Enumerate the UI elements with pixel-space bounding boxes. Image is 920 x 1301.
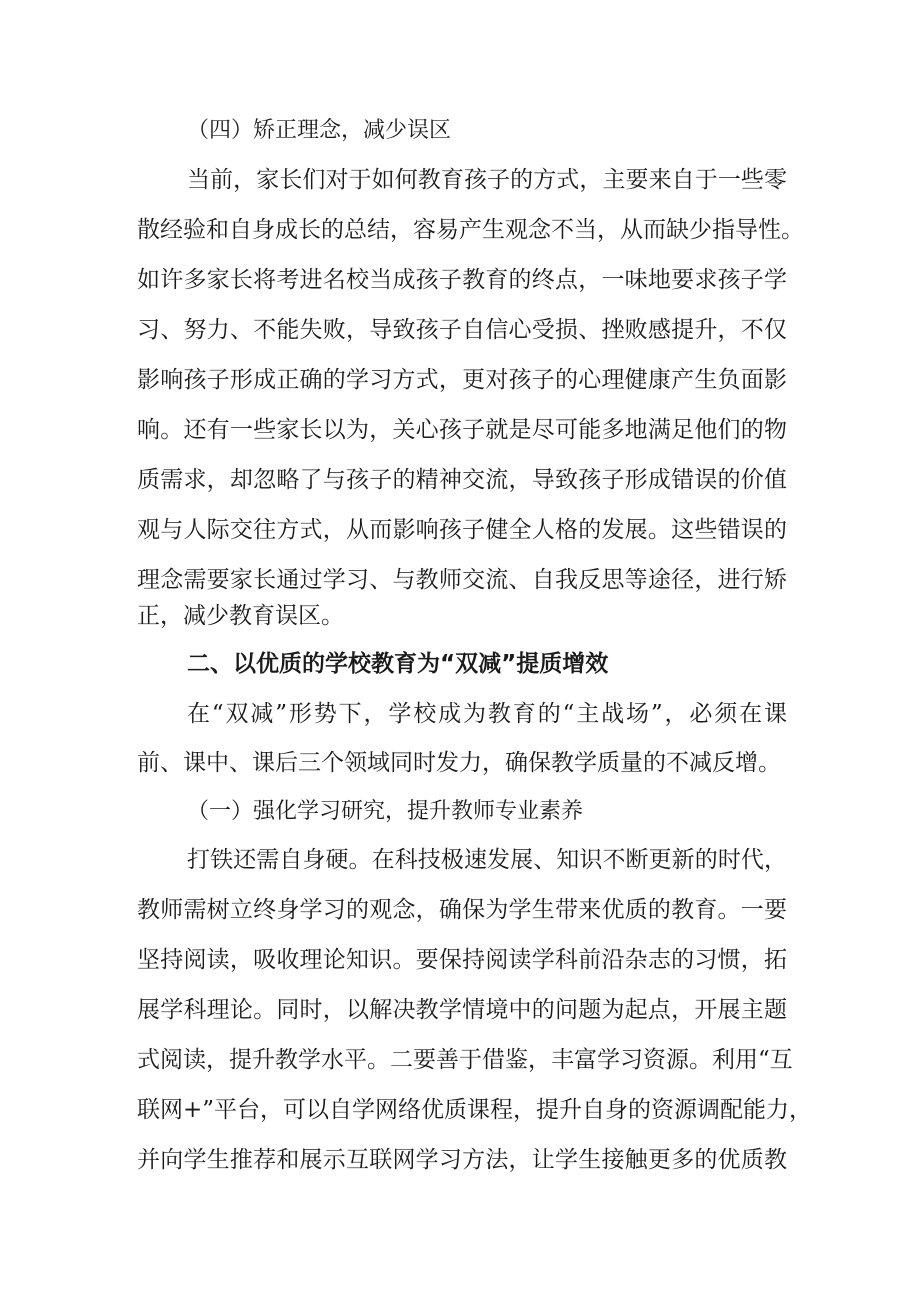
paragraph-line: 在“双减”形势下，学校成为教育的“主战场”，必须在课	[187, 701, 787, 727]
paragraph-line: 展学科理论。同时，以解决教学情境中的问题为起点，开展主题	[137, 997, 787, 1023]
paragraph-line: 理念需要家长通过学习、与教师交流、自我反思等途径，进行矫	[137, 567, 787, 593]
section-2-heading: 二、以优质的学校教育为“双减”提质增效	[187, 651, 609, 677]
paragraph-line: 如许多家长将考进名校当成孩子教育的终点，一味地要求孩子学	[137, 267, 787, 293]
paragraph-line: 习、努力、不能失败，导致孩子自信心受损、挫败感提升，不仅	[137, 317, 787, 343]
paragraph-line: 响。还有一些家长以为，关心孩子就是尽可能多地满足他们的物	[137, 417, 787, 443]
paragraph-line: 观与人际交往方式，从而影响孩子健全人格的发展。这些错误的	[137, 517, 787, 543]
paragraph-line: 坚持阅读，吸收理论知识。要保持阅读学科前沿杂志的习惯，拓	[137, 947, 787, 973]
paragraph-line: 并向学生推荐和展示互联网学习方法，让学生接触更多的优质教	[137, 1147, 787, 1173]
paragraph-line: 前、课中、课后三个领域同时发力，确保教学质量的不减反增。	[137, 750, 781, 776]
paragraph-line: 当前，家长们对于如何教育孩子的方式，主要来自于一些零	[187, 167, 787, 193]
paragraph-line: 教师需树立终身学习的观念，确保为学生带来优质的教育。一要	[137, 897, 787, 923]
section-4-heading: （四）矫正理念，减少误区	[187, 118, 452, 143]
subsection-1-heading: （一）强化学习研究，提升教师专业素养	[187, 799, 584, 824]
paragraph-line: 式阅读，提升教学水平。二要善于借鉴，丰富学习资源。利用“互	[137, 1047, 793, 1073]
paragraph-line: 散经验和自身成长的总结，容易产生观念不当，从而缺少指导性。	[137, 217, 804, 243]
paragraph-line: 正，减少教育误区。	[137, 603, 344, 629]
paragraph-line: 打铁还需自身硬。在科技极速发展、知识不断更新的时代，	[187, 847, 787, 873]
paragraph-line: 影响孩子形成正确的学习方式，更对孩子的心理健康产生负面影	[137, 367, 787, 393]
paragraph-line: 质需求，却忽略了与孩子的精神交流，导致孩子形成错误的价值	[137, 467, 787, 493]
paragraph-line: 联网+”平台，可以自学网络优质课程，提升自身的资源调配能力，	[137, 1097, 813, 1123]
